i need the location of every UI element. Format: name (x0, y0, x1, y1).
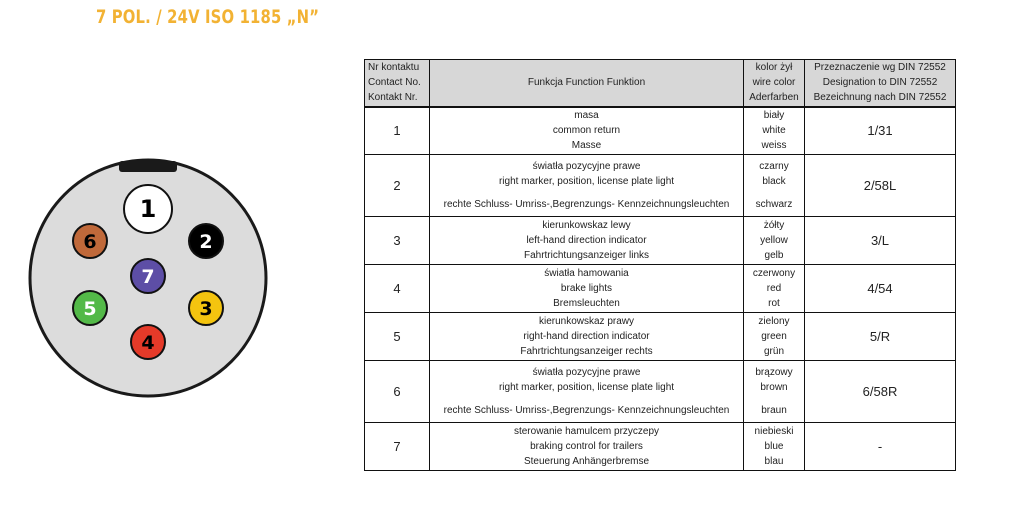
table-row (365, 155, 956, 217)
pin-4 (131, 325, 165, 359)
designation-cell: 5/R (805, 313, 956, 361)
wire-color-cell (744, 423, 805, 471)
header-designation-de: Bezeichnung nach DIN 72552 (813, 92, 947, 104)
header-contact-pl: Nr kontaktu (368, 62, 420, 74)
page-title: 7 POL. / 24V ISO 1185 „N” (96, 6, 320, 28)
wire-color-cell-line: grün (763, 346, 784, 357)
wire-color-cell (744, 361, 805, 423)
contact-number-cell: 5 (365, 313, 430, 361)
function-cell-line: sterowanie hamulcem przyczepy (513, 426, 660, 437)
header-designation-pl: Przeznaczenie wg DIN 72552 (814, 62, 946, 74)
wire-color-cell (744, 107, 805, 155)
wire-color-cell (744, 217, 805, 265)
wire-color-cell (744, 155, 805, 217)
wire-color-cell-line: czerwony (752, 268, 796, 279)
header-wire-de: Aderfarben (749, 92, 799, 104)
designation-cell: - (805, 423, 956, 471)
wire-color-cell-line: rot (768, 298, 780, 309)
pin-7-label: 7 (141, 266, 155, 288)
header-contact-en: Contact No. (368, 77, 421, 89)
wire-color-cell-line: black (762, 176, 786, 187)
pin-7 (131, 259, 165, 293)
table-row (365, 265, 956, 313)
pin-assignment-table (364, 59, 956, 471)
table-row (365, 361, 956, 423)
function-cell (430, 361, 744, 423)
wire-color-cell-line: biały (763, 110, 785, 122)
pin-5-label: 5 (83, 298, 97, 320)
pin-1 (124, 185, 172, 233)
pin-2-label: 2 (199, 231, 213, 253)
header-function: Funkcja Function Funktion (430, 60, 744, 107)
function-cell-line: Steuerung Anhängerbremse (523, 456, 650, 467)
function-cell (430, 313, 744, 361)
function-cell-line: kierunkowskaz lewy (542, 220, 631, 231)
designation-cell: 6/58R (805, 361, 956, 423)
header-wire-pl: kolor żył (755, 62, 793, 74)
wire-color-cell-line: yellow (760, 235, 788, 246)
contact-number-cell: 4 (365, 265, 430, 313)
wire-color-cell-line: schwarz (755, 199, 793, 210)
wire-color-cell-line: white (762, 125, 786, 137)
designation-cell: 2/58L (805, 155, 956, 217)
designation-cell: 3/L (805, 217, 956, 265)
contact-number-cell: 7 (365, 423, 430, 471)
function-cell (430, 265, 744, 313)
pin-3 (189, 291, 223, 325)
header-contact-number (365, 60, 430, 107)
contact-number-cell: 1 (365, 107, 430, 155)
contact-number-cell: 3 (365, 217, 430, 265)
wire-color-cell-line: blue (764, 441, 784, 452)
pin-6 (73, 224, 107, 258)
line-spacer (744, 395, 804, 403)
pin-4-label: 4 (141, 332, 155, 354)
wire-color-cell-line: red (766, 283, 782, 294)
function-cell-line: światła pozycyjne prawe (532, 161, 641, 172)
header-wire-en: wire color (752, 77, 796, 89)
wire-color-cell-line: zielony (758, 316, 790, 327)
pin-5 (73, 291, 107, 325)
function-cell-line: brake lights (560, 283, 613, 294)
wire-color-cell-line: gelb (764, 250, 784, 261)
function-cell-line: kierunkowskaz prawy (538, 316, 635, 327)
pin-6-label: 6 (83, 231, 97, 253)
wire-color-cell (744, 313, 805, 361)
wire-color-cell-line: green (761, 331, 787, 342)
contact-number-cell: 6 (365, 361, 430, 423)
function-cell-line: światła pozycyjne prawe (532, 367, 641, 378)
pin-2 (189, 224, 223, 258)
header-wire-color (744, 60, 805, 107)
function-cell-line: światła hamowania (544, 268, 629, 279)
wire-color-cell-line: braun (761, 405, 787, 416)
line-spacer (744, 189, 804, 197)
wire-color-cell-line: weiss (761, 140, 787, 152)
function-cell (430, 107, 744, 155)
wire-color-cell-line: żółty (763, 220, 785, 231)
wire-color-cell-line: blau (764, 456, 784, 467)
function-cell-line: left-hand direction indicator (526, 235, 647, 246)
wire-color-cell-line: brązowy (755, 367, 793, 378)
function-cell-line: rechte Schluss- Umriss-,Begrenzungs- Kennzeichnungsleuchten (443, 199, 730, 210)
designation-cell: 1/31 (805, 107, 956, 155)
function-cell-line: Masse (571, 140, 602, 152)
function-cell-line: Fahrtrichtungsanzeiger rechts (520, 346, 653, 357)
pin-3-label: 3 (199, 298, 213, 320)
header-designation-en: Designation to DIN 72552 (822, 77, 938, 89)
function-cell (430, 155, 744, 217)
table-row (365, 423, 956, 471)
pin-1-label: 1 (139, 195, 157, 223)
line-spacer (430, 395, 743, 403)
function-cell-line: Bremsleuchten (553, 298, 620, 309)
wire-color-cell-line: brown (760, 382, 788, 393)
function-cell-line: common return (552, 125, 621, 137)
wire-color-cell (744, 265, 805, 313)
wire-color-cell-line: niebieski (754, 426, 794, 437)
header-designation (805, 60, 956, 107)
function-cell-line: right marker, position, license plate light (498, 176, 675, 187)
line-spacer (430, 189, 743, 197)
socket-key-notch (119, 161, 177, 172)
function-cell-line: right-hand direction indicator (523, 331, 650, 342)
function-cell-line: braking control for trailers (530, 441, 643, 452)
wire-color-cell-line: czarny (759, 161, 789, 172)
designation-cell: 4/54 (805, 265, 956, 313)
contact-number-cell: 2 (365, 155, 430, 217)
table-row (365, 313, 956, 361)
function-cell (430, 217, 744, 265)
table-row (365, 107, 956, 155)
function-cell-line: rechte Schluss- Umriss-,Begrenzungs- Kennzeichnungsleuchten (443, 405, 730, 416)
function-cell-line: Fahrtrichtungsanzeiger links (523, 250, 650, 261)
header-contact-de: Kontakt Nr. (368, 92, 418, 104)
function-cell-line: masa (574, 110, 599, 122)
function-cell (430, 423, 744, 471)
socket-diagram (28, 158, 268, 398)
function-cell-line: right marker, position, license plate light (498, 382, 675, 393)
table-row (365, 217, 956, 265)
table-header-row (365, 60, 956, 107)
